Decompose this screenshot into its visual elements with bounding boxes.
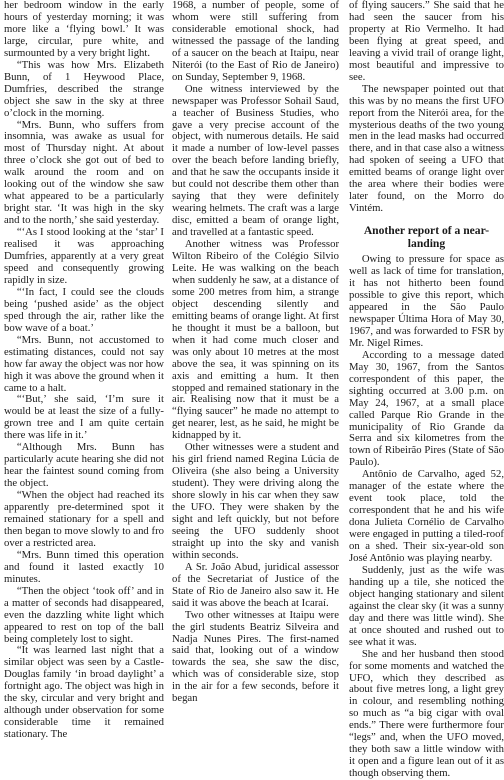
paragraph: 1968, a number of people, some of whom were still suffering from considerable emotional shock, had witnessed the passage of the landing of a saucer on the beach at Itaipu, near Niterói (to the East of Rio de Janeiro) on Sunday, September 9, 1968. xyxy=(172,0,339,83)
paragraph: Suddenly, just as the wife was handing up a tile, she noticed the object hanging stationary and silent against the clear sky (it was a sunny day and there was little wind). She at once shouted and rushed out to see what it was. xyxy=(349,563,504,648)
paragraph: One witness interviewed by the newspaper was Professor Sohail Saud, a teacher of Business Studies, who gave a very precise account of the object, with numerous details. He said it made a number of low-level passes over the beach before landing briefly, and that he saw the occupants inside it but could not describe them other than saying that they were definitely wearing helmets. The craft was a large disc, emitted a beam of orange light, and travelled at a fantastic speed. xyxy=(172,82,339,239)
paragraph: The newspaper pointed out that this was by no means the first UFO report from the Niterói area, for the mysterious deaths of the two young men in the lead masks had occurred there, and in that case also a witness had spoken of seeing a UFO that emitted beams of orange light over the area where their bodies were later found, on the Morro do Vintém. xyxy=(349,82,504,215)
paragraph: “Then the object ‘took off’ and in a matter of seconds had disappeared, even the dazzling white light which appeared to rest on top of the ball being completely lost to sight. xyxy=(4,584,164,645)
paragraph: “Although Mrs. Bunn has particularly acute hearing she did not hear the faintest sound coming from the object. xyxy=(4,441,164,490)
paragraph: Antônio de Carvalho, aged 52, manager of the estate where the event took place, told the correspondent that he and his wife dona Julieta Cornélio de Carvalho were engaged in putting a tiled-roof on a shed. Their six-year-old son José Antônio was playing nearby. xyxy=(349,468,504,564)
paragraph: “This was how Mrs. Elizabeth Bunn, of 1 Heywood Place, Dumfries, described the strange object she saw in the sky at three o’clock in the morning. xyxy=(4,58,164,119)
paragraph: her bedroom window in the early hours of yesterday morning; it was more like a ‘flying bowl.’ It was large, circular, pure white, and surmounted by a very bright light. xyxy=(4,0,164,59)
paragraph: Other witnesses were a student and his girl friend named Regina Lúcia de Oliveira (she also being a University student). They were driving along the shore slowly in his car when they saw the UFO. They were shaken by the sight and left quickly, but not before seeing the UFO suddenly shoot straight up into the sky and vanish within seconds. xyxy=(172,441,339,561)
column-right-bottom xyxy=(349,254,504,780)
section-heading: Another report of a near-landing xyxy=(363,224,490,251)
text-column-middle xyxy=(172,0,339,780)
paragraph: A Sr. João Abud, juridical assessor of the Secretariat of Justice of the State of Rio de Janeiro also saw it. He said it was above the beach at Icaraí. xyxy=(172,560,339,609)
paragraph: “‘But,’ she said, ‘I’m sure it would be at least the size of a fully-grown tree and I am quite certain there was life in it.’ xyxy=(4,393,164,442)
paragraph: Owing to pressure for space as well as lack of time for translation, it has not hitherto been found possible to give this report, which appeared in the São Paulo newspaper Última Hora of May 30, 1967, and was forwarded to FSR by Mr. Nigel Rimes. xyxy=(349,253,504,349)
text-column-left xyxy=(4,0,164,780)
text-column-right xyxy=(347,0,504,780)
paragraph: “‘In fact, I could see the clouds being ‘pushed aside’ as the object sped through the air, rather like the bow wave of a boat.’ xyxy=(4,285,164,334)
paragraph: “When the object had reached its apparently pre-determined spot it remained stationary for a spell and then began to move slowly to and fro over a restricted area. xyxy=(4,489,164,549)
paragraph: of flying saucers.” She said that he had seen the saucer from his property at Rio Vermelho. It had been flying at great speed, and leaving a vivid trail of orange light, most beautiful and impressive to see. xyxy=(349,0,504,83)
paragraph: “Mrs. Bunn timed this operation and found it lasted exactly 10 minutes. xyxy=(4,548,164,585)
paragraph: “Mrs. Bunn, not accustomed to estimating distances, could not say how far away the object was nor how high it was above the ground when it came to a halt. xyxy=(4,333,164,394)
paragraph: Two other witnesses at Itaipu were the girl students Beatriz Silveira and Nadja Nunes Pires. The first-named said that, looking out of a window towards the sea, she saw the disc, which was of considerable size, stop in the air for a few seconds, before it began xyxy=(172,608,339,705)
paragraph: She and her husband then stood for some moments and watched the UFO, which they described as about five metres long, a light grey in colour, and resembling nothing so much as “a big cigar with oval ends.” There were furthermore four “legs” and, when the UFO moved, they both saw a little window with it open and a figure lean out of it as though observing them. xyxy=(349,647,504,780)
paragraph: Another witness was Professor Wilton Ribeiro of the Colégio Silvio Leite. He was walking on the beach when suddenly he saw, at a distance of some 200 metres from him, a strange object descending silently and emitting beams of orange light. At first he thought it must be a balloon, but when it had come much closer and was only about 10 metres at the most above the sea, it was spinning on its axis and emitting a hum. It then stopped and remained stationary in the air. Realising now that it must be a “flying saucer” he made no attempt to get nearer, lest, as he said, he might be kidnapped by it. xyxy=(172,238,339,442)
paragraph: According to a message dated May 30, 1967, from the Santos correspondent of this paper, the sighting occurred at 3.00 p.m. on May 24, 1967, at a small place called Parque Rio Grande in the municipality of Rio Grande da Serra and six kilometres from the town of Ribeirão Pires (State of São Paulo). xyxy=(349,348,504,469)
column-right-top xyxy=(349,0,504,215)
paragraph: “‘As I stood looking at the ‘star’ I realised it was approaching Dumfries, apparently at a very great speed and consequently growing rapidly in size. xyxy=(4,226,164,286)
paragraph: “Mrs. Bunn, who suffers from insomnia, was awake as usual for most of Thursday night. At about three o’clock she got out of bed to walk around the room and on looking out of the window she saw what appeared to be a particularly bright star. ‘It was high in the sky and to the north,’ she said yesterday. xyxy=(4,118,164,227)
paragraph: “It was learned last night that a similar object was seen by a Castle-Douglas family ‘in broad daylight’ a fortnight ago. The object was high in the sky, circular and very bright and although under observation for some considerable time it remained stationary. The xyxy=(4,644,164,741)
